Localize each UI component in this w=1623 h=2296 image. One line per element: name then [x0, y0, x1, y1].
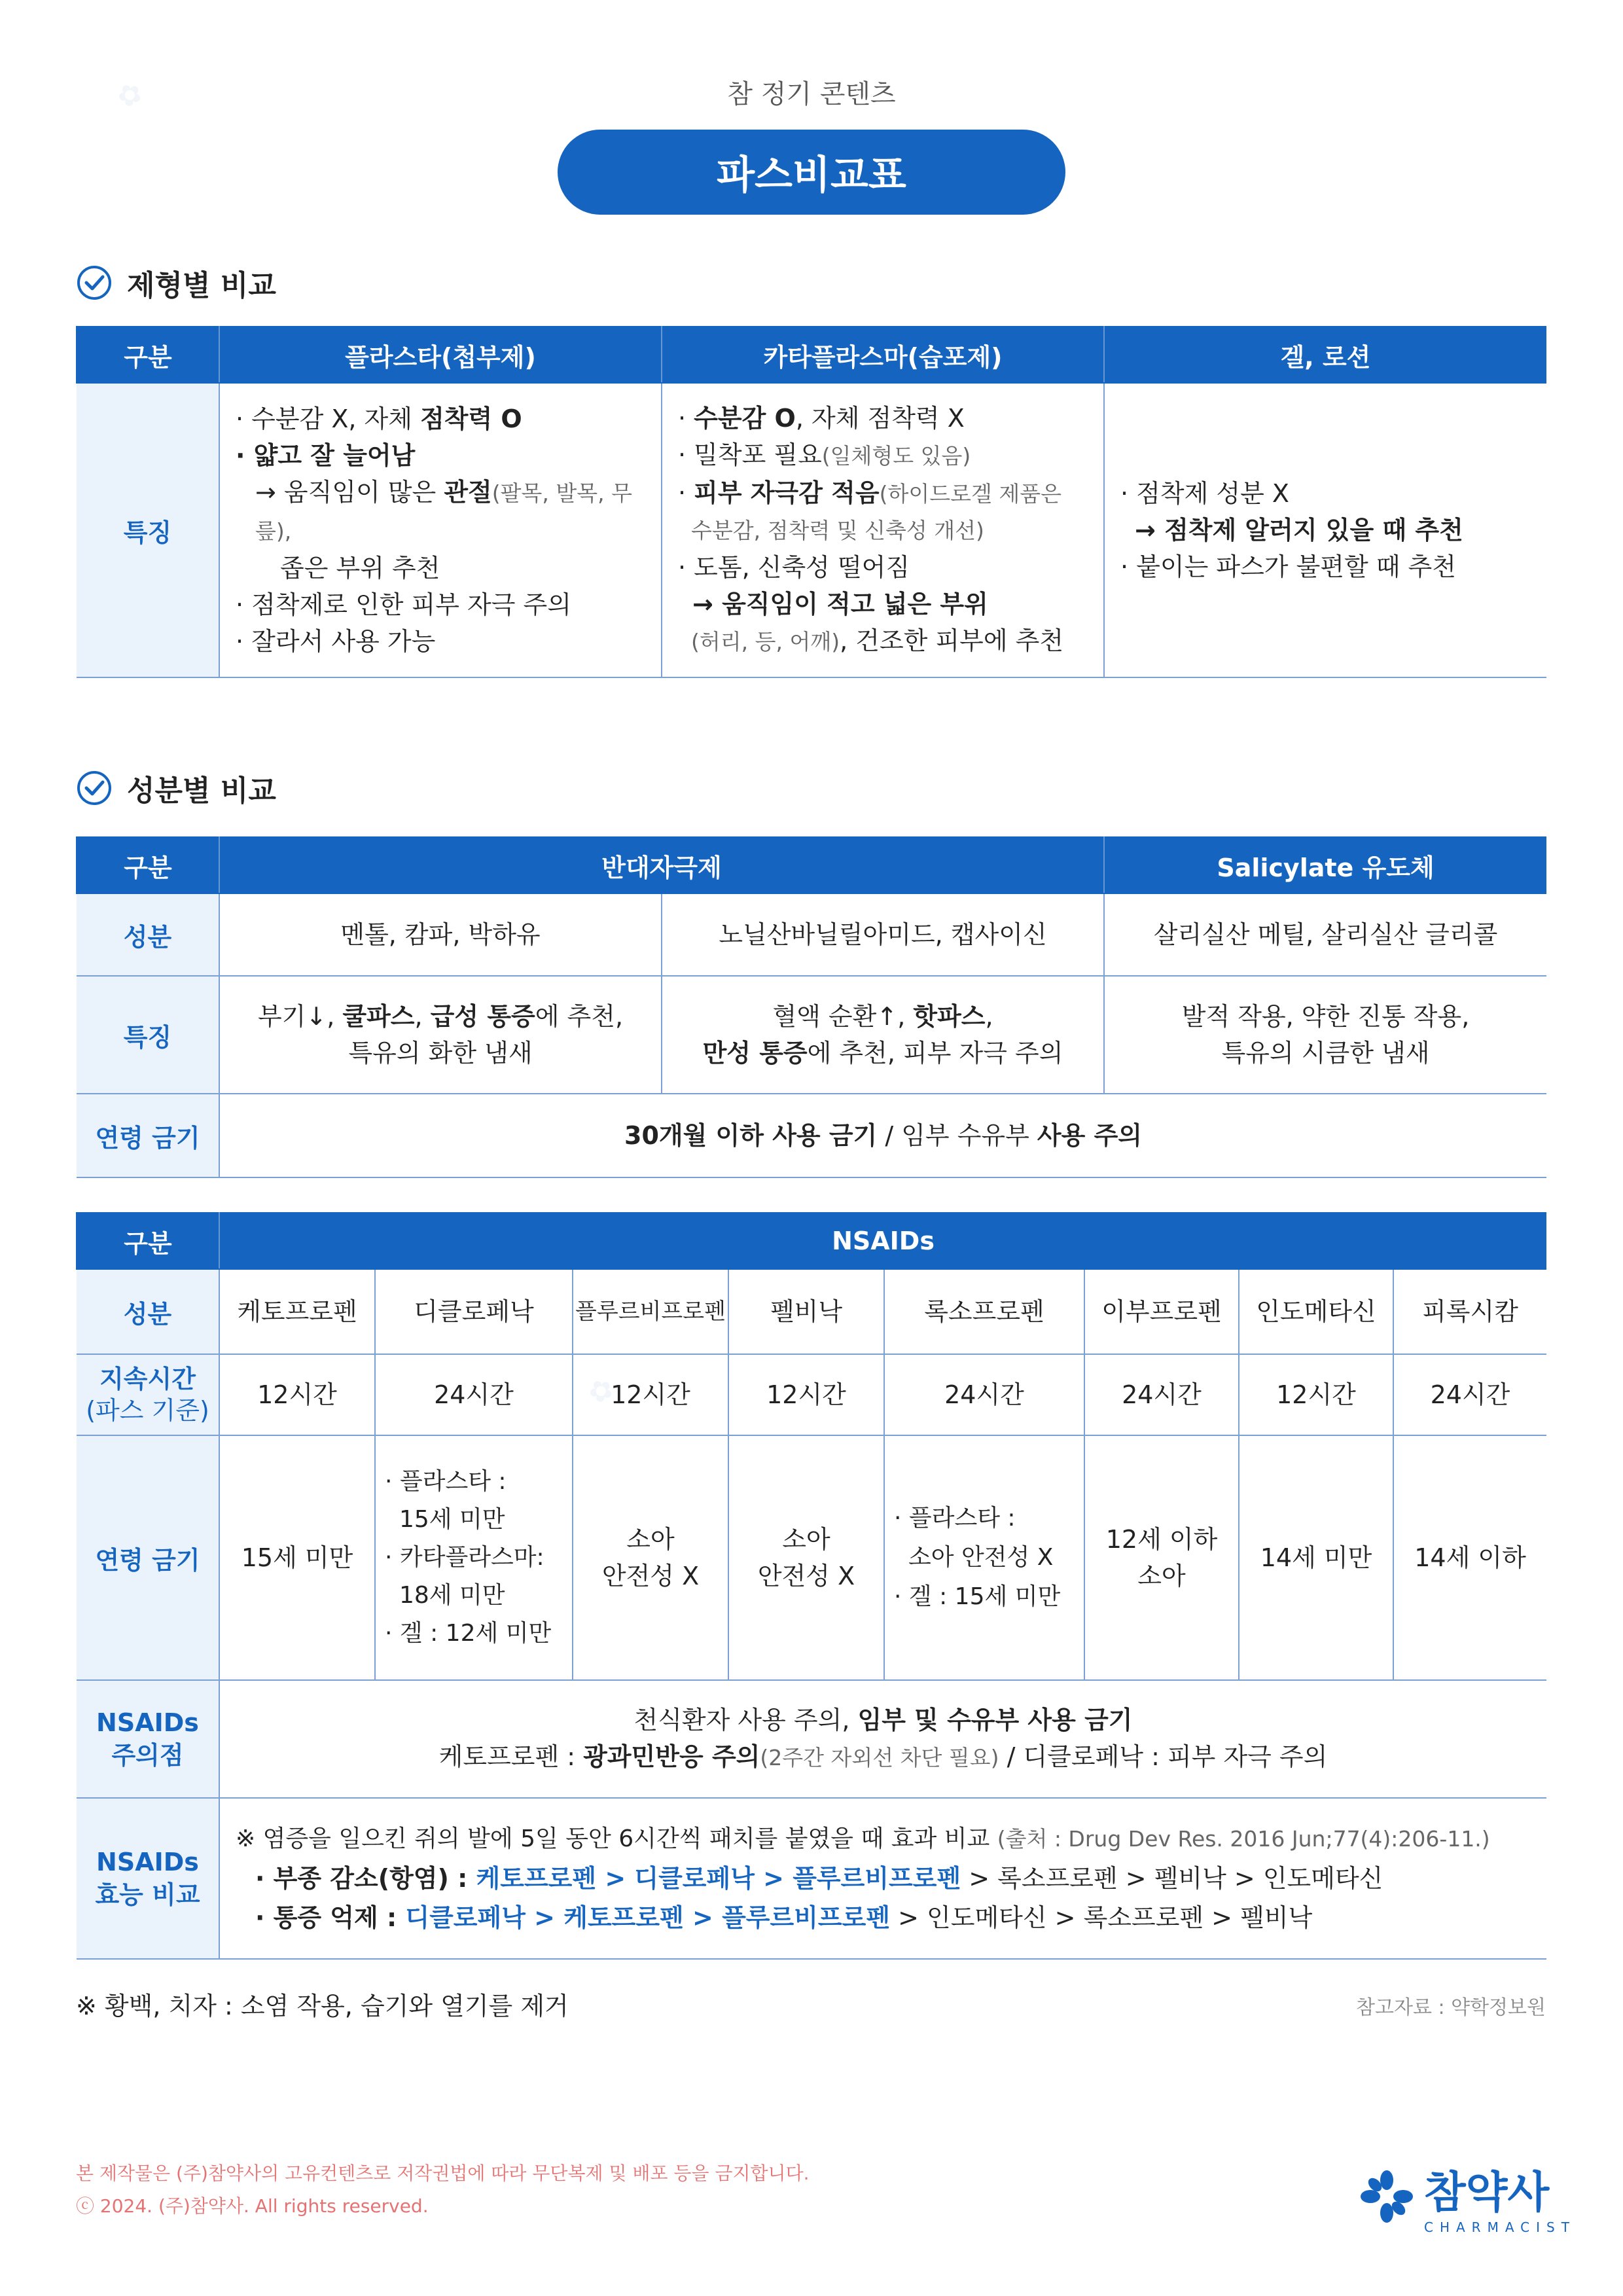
- age-cell: 14세 미만: [1239, 1435, 1393, 1680]
- watermark: ✿: [582, 1371, 620, 1412]
- row-header: 특징: [77, 976, 219, 1094]
- age-cell: · 플라스타 : 15세 미만 · 카타플라스마: 18세 미만 · 겔 : 12세 미만: [375, 1435, 573, 1680]
- col-header: 플라스타(첩부제): [219, 327, 662, 383]
- duration-cell: 24시간: [884, 1354, 1084, 1435]
- col-header: 겔, 로션: [1104, 327, 1546, 383]
- flower-logo-icon: [1359, 2168, 1415, 2225]
- section-title: 제형별 비교: [127, 269, 276, 302]
- duration-cell: 24시간: [375, 1354, 573, 1435]
- nsaids-table: [76, 1212, 1546, 1960]
- efficacy-cell: ※ 염증을 일으킨 쥐의 발에 5일 동안 6시간씩 패치를 붙였을 때 효과 비교 (출처 : Drug Dev Res. 2016 Jun;77(4):206-11.) · 부종 감소(항염) : 케토프로펜 > 디클로페낙 > 플루르비프로펜 > 록소프로펜 > 펠비낙 > 인도메타신 · 통증 억제 : 디클로페낙 > 케토프로펜 > 플루르비프로펜 > 인도메타신 > 록소프로펜 > 펠비낙: [219, 1798, 1546, 1959]
- drug-name: 록소프로펜: [884, 1269, 1084, 1354]
- drug-name: 피록시캄: [1393, 1269, 1546, 1354]
- footnote: ※ 황백, 치자 : 소염 작용, 습기와 열기를 제거: [76, 1992, 569, 2020]
- age-cell: 소아 안전성 X: [573, 1435, 728, 1680]
- check-circle-icon: [76, 264, 113, 301]
- ingredient-cell: 멘톨, 캄파, 박하유: [219, 893, 662, 976]
- drug-name: 디클로페낙: [375, 1269, 573, 1354]
- row-header: 지속시간 (파스 기준): [77, 1354, 219, 1435]
- logo-subtext: CHARMACIST: [1424, 2219, 1576, 2235]
- drug-name: 인도메타신: [1239, 1269, 1393, 1354]
- duration-cell: 12시간: [728, 1354, 884, 1435]
- ingredient-table: [76, 836, 1546, 1178]
- drug-name: 플루르비프로펜: [573, 1269, 728, 1354]
- duration-cell: 12시간: [219, 1354, 375, 1435]
- page-title: 파스비교표: [558, 130, 1065, 215]
- formulation-table: [76, 326, 1546, 678]
- feature-cell: 혈액 순환↑, 핫파스, 만성 통증에 추천, 피부 자극 주의: [662, 976, 1104, 1094]
- copyright-notice: 본 제작물은 (주)참약사의 고유컨텐츠로 저작권법에 따라 무단복제 및 배포 등을 금지합니다. ⓒ 2024. (주)참약사. All rights reserved.: [76, 2162, 810, 2217]
- row-header: 연령 금기: [77, 1435, 219, 1680]
- duration-cell: 24시간: [1393, 1354, 1546, 1435]
- age-cell: 15세 미만: [219, 1435, 375, 1680]
- age-restriction-cell: 30개월 이하 사용 금기 / 임부 수유부 사용 주의: [219, 1094, 1546, 1177]
- section-heading-formulation: [76, 262, 276, 304]
- logo-text: 참약사: [1424, 2167, 1550, 2217]
- duration-cell: 12시간: [1239, 1354, 1393, 1435]
- cataplasma-features: · 수분감 O, 자체 점착력 X · 밀착포 필요(일체형도 있음) · 피부 자극감 적음(하이드로겔 제품은 수분감, 점착력 및 신축성 개선) · 도톰, 신축성 떨어짐 → 움직임이 적고 넓은 부위 (허리, 등, 어깨), 건조한 피부에 추천: [662, 383, 1104, 677]
- row-header: 연령 금기: [77, 1094, 219, 1177]
- row-header: 성분: [77, 1269, 219, 1354]
- logo: [1359, 2157, 1576, 2235]
- plaster-features: · 수분감 X, 자체 점착력 O · 얇고 잘 늘어남 → 움직임이 많은 관절(팔목, 발목, 무릎), 좁은 부위 추천 · 점착제로 인한 피부 자극 주의 · 잘라서 사용 가능: [219, 383, 662, 677]
- row-header: 특징: [77, 383, 219, 677]
- section-title: 성분별 비교: [127, 774, 276, 808]
- row-header: 성분: [77, 893, 219, 976]
- age-cell: 12세 이하 소아: [1084, 1435, 1239, 1680]
- page-subtitle: 참 정기 콘텐츠: [727, 79, 896, 109]
- age-cell: 14세 이하: [1393, 1435, 1546, 1680]
- drug-name: 펠비낙: [728, 1269, 884, 1354]
- col-header: 반대자극제: [219, 837, 1104, 893]
- age-cell: 소아 안전성 X: [728, 1435, 884, 1680]
- reference: 참고자료 : 약학정보원: [1356, 1996, 1546, 2019]
- ingredient-cell: 살리실산 메틸, 살리실산 글리콜: [1104, 893, 1546, 976]
- drug-name: 케토프로펜: [219, 1269, 375, 1354]
- row-header: NSAIDs 주의점: [77, 1680, 219, 1798]
- col-header: 카타플라스마(습포제): [662, 327, 1104, 383]
- age-cell: · 플라스타 : 소아 안전성 X · 겔 : 15세 미만: [884, 1435, 1084, 1680]
- check-circle-icon: [76, 770, 113, 806]
- feature-cell: 발적 작용, 약한 진통 작용, 특유의 시큼한 냄새: [1104, 976, 1546, 1094]
- col-header: 구분: [77, 837, 219, 893]
- col-header: NSAIDs: [219, 1213, 1546, 1269]
- col-header: 구분: [77, 1213, 219, 1269]
- duration-cell: 12시간: [573, 1354, 728, 1435]
- caution-cell: 천식환자 사용 주의, 임부 및 수유부 사용 금기 케토프로펜 : 광과민반응 주의(2주간 자외선 차단 필요) / 디클로페낙 : 피부 자극 주의: [219, 1680, 1546, 1798]
- gel-features: · 점착제 성분 X → 점착제 알러지 있을 때 추천 · 붙이는 파스가 불편할 때 추천: [1104, 383, 1546, 677]
- ingredient-cell: 노닐산바닐릴아미드, 캡사이신: [662, 893, 1104, 976]
- feature-cell: 부기↓, 쿨파스, 급성 통증에 추천, 특유의 화한 냄새: [219, 976, 662, 1094]
- row-header: NSAIDs 효능 비교: [77, 1798, 219, 1959]
- col-header: Salicylate 유도체: [1104, 837, 1546, 893]
- watermark: ✿: [111, 75, 149, 116]
- col-header: 구분: [77, 327, 219, 383]
- drug-name: 이부프로펜: [1084, 1269, 1239, 1354]
- section-heading-ingredient: [76, 767, 276, 809]
- duration-cell: 24시간: [1084, 1354, 1239, 1435]
